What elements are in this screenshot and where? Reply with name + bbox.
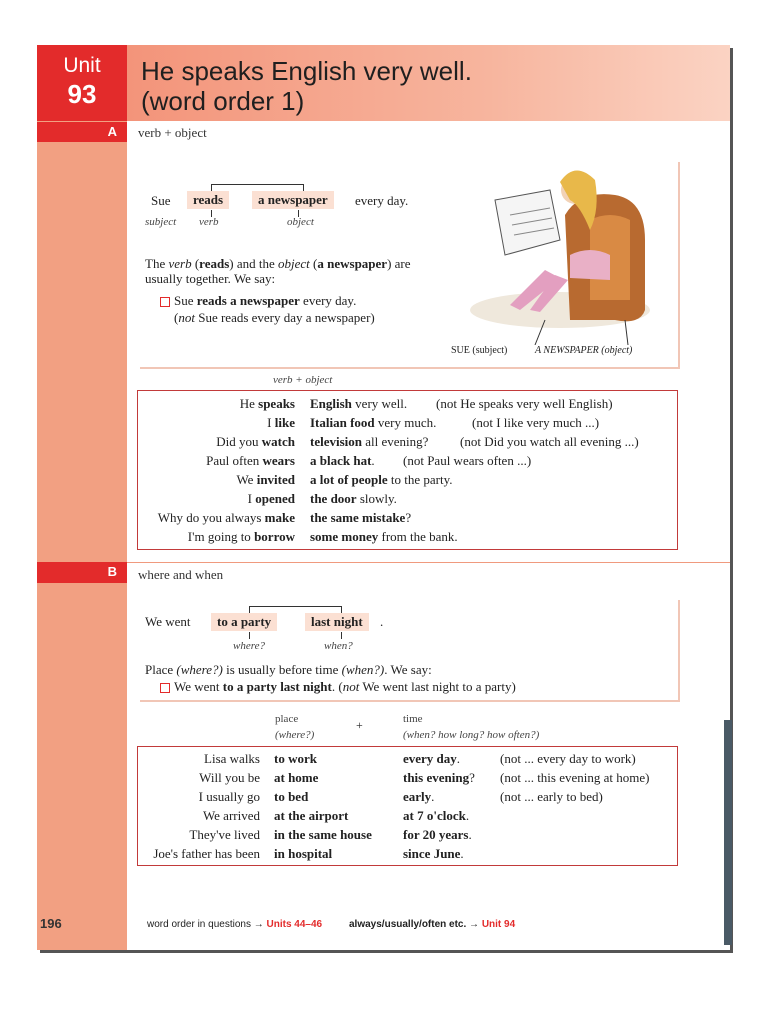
header-plus: + xyxy=(356,718,363,732)
section-a-label: A xyxy=(37,122,127,142)
table-header-a: verb + object xyxy=(273,374,333,386)
table-a-not-note: (not I like very much ...) xyxy=(472,415,600,430)
example-b-end: . xyxy=(380,614,384,629)
bullet-icon xyxy=(160,297,170,307)
bracket-line xyxy=(249,606,342,607)
example-b-time: last night xyxy=(305,613,369,631)
table-a-not-note: (not Did you watch all evening ...) xyxy=(460,434,639,449)
table-b-subject-cell: I usually go xyxy=(198,789,260,804)
table-a-verb-cell: He speaks xyxy=(239,396,295,411)
table-a-object-cell: Italian food very much. xyxy=(310,415,437,430)
header-time: time xyxy=(403,713,423,725)
example-verb: reads xyxy=(187,191,229,209)
unit-label: Unit xyxy=(63,54,101,77)
table-b-place-cell: in hospital xyxy=(274,846,333,861)
table-b-time-cell: since June. xyxy=(403,846,464,861)
table-a-not-note: (not Paul wears often ...) xyxy=(403,453,532,468)
table-a-verb-cell: Paul often wears xyxy=(206,453,295,468)
label-subject: subject xyxy=(145,216,177,228)
table-b-not-note: (not ... every day to work) xyxy=(500,751,636,766)
section-rule xyxy=(127,562,730,563)
table-a-object-cell: English very well. xyxy=(310,396,408,411)
table-b-time-cell: for 20 years. xyxy=(403,827,472,842)
table-b-place-cell: in the same house xyxy=(274,827,372,842)
caption-object: A NEWSPAPER (object) xyxy=(535,345,633,356)
explanation-line-2: usually together. We say: xyxy=(145,271,276,286)
table-a-verb-cell: I'm going to borrow xyxy=(187,529,295,544)
table-a-object-cell: some money from the bank. xyxy=(310,529,458,544)
label-where: where? xyxy=(233,640,265,652)
table-a-verb-cell: Why do you always make xyxy=(157,510,295,525)
table-a-verb-cell: I opened xyxy=(247,491,295,506)
table-a-verb-cell: Did you watch xyxy=(216,434,295,449)
sidebar xyxy=(37,45,127,950)
table-a-verb-cell: I like xyxy=(267,415,295,430)
bracket-line xyxy=(211,184,304,185)
woman-reading-illustration xyxy=(450,160,665,345)
example-bullet: Sue reads a newspaper every day. xyxy=(160,293,356,309)
not-example: (not Sue reads every day a newspaper) xyxy=(174,310,375,325)
table-b-place-cell: at the airport xyxy=(274,808,349,823)
footer-reference-1: word order in questions → Units 44–46 xyxy=(147,919,323,930)
table-b-time-cell: early. xyxy=(403,789,435,804)
example-object: a newspaper xyxy=(252,191,334,209)
example-subject: Sue xyxy=(151,193,171,208)
table-b-place-cell: to work xyxy=(274,751,317,766)
link-units-44-46[interactable]: Units 44–46 xyxy=(266,919,323,930)
section-b-label: B xyxy=(37,562,127,583)
example-b-place: to a party xyxy=(211,613,277,631)
example-b-bullet: We went to a party last night. (not We went last night to a party) xyxy=(160,679,516,695)
header-place: place xyxy=(275,713,299,725)
bullet-icon xyxy=(160,683,170,693)
unit-number: 93 xyxy=(67,79,97,109)
table-a-object-cell: television all evening? xyxy=(310,434,429,449)
table-b-not-note: (not ... this evening at home) xyxy=(500,770,650,785)
table-b-time-cell: this evening? xyxy=(403,770,475,785)
table-a xyxy=(137,390,678,550)
header-when: (when? how long? how often?) xyxy=(403,729,540,741)
section-b-heading: where and when xyxy=(138,567,224,582)
footer-reference-2: always/usually/often etc. → Unit 94 xyxy=(349,919,516,930)
header-where: (where?) xyxy=(275,729,315,741)
example-time: every day. xyxy=(355,193,409,208)
table-a-verb-cell: We invited xyxy=(236,472,295,487)
label-verb: verb xyxy=(199,216,219,228)
table-a-not-note: (not He speaks very well English) xyxy=(436,396,613,411)
table-b-time-cell: every day. xyxy=(403,751,461,766)
page-edge xyxy=(724,720,732,945)
table-b-place-cell: to bed xyxy=(274,789,309,804)
explanation-line-1: The verb (reads) and the object (a newspaper) are xyxy=(145,256,411,271)
explanation-b: Place (where?) is usually before time (when?). We say: xyxy=(145,662,432,677)
table-a-object-cell: the same mistake? xyxy=(310,510,412,525)
page-title xyxy=(141,56,472,116)
label-object: object xyxy=(287,216,314,228)
label-when: when? xyxy=(324,640,353,652)
label-tick xyxy=(249,632,250,639)
table-a-object-cell: a black hat. xyxy=(310,453,375,468)
example-b-subject: We went xyxy=(145,614,191,629)
table-b-subject-cell: Lisa walks xyxy=(204,751,260,766)
unit-box xyxy=(37,45,127,121)
section-a-heading: verb + object xyxy=(138,125,207,140)
link-unit-94[interactable]: Unit 94 xyxy=(481,919,516,930)
table-b-subject-cell: They've lived xyxy=(189,827,260,842)
page-number: 196 xyxy=(40,916,62,931)
table-b-not-note: (not ... early to bed) xyxy=(500,789,603,804)
table-b-time-cell: at 7 o'clock. xyxy=(403,808,470,823)
table-b-subject-cell: Joe's father has been xyxy=(153,846,260,861)
table-a-object-cell: a lot of people to the party. xyxy=(310,472,453,487)
caption-subject: SUE (subject) xyxy=(451,345,508,356)
table-a-object-cell: the door slowly. xyxy=(310,491,397,506)
table-b-subject-cell: We arrived xyxy=(202,808,260,823)
table-b-subject-cell: Will you be xyxy=(199,770,260,785)
title-line-2: (word order 1) xyxy=(141,86,305,116)
table-b-place-cell: at home xyxy=(274,770,319,785)
label-tick xyxy=(341,632,342,639)
title-line-1: He speaks English very well. xyxy=(141,56,472,86)
